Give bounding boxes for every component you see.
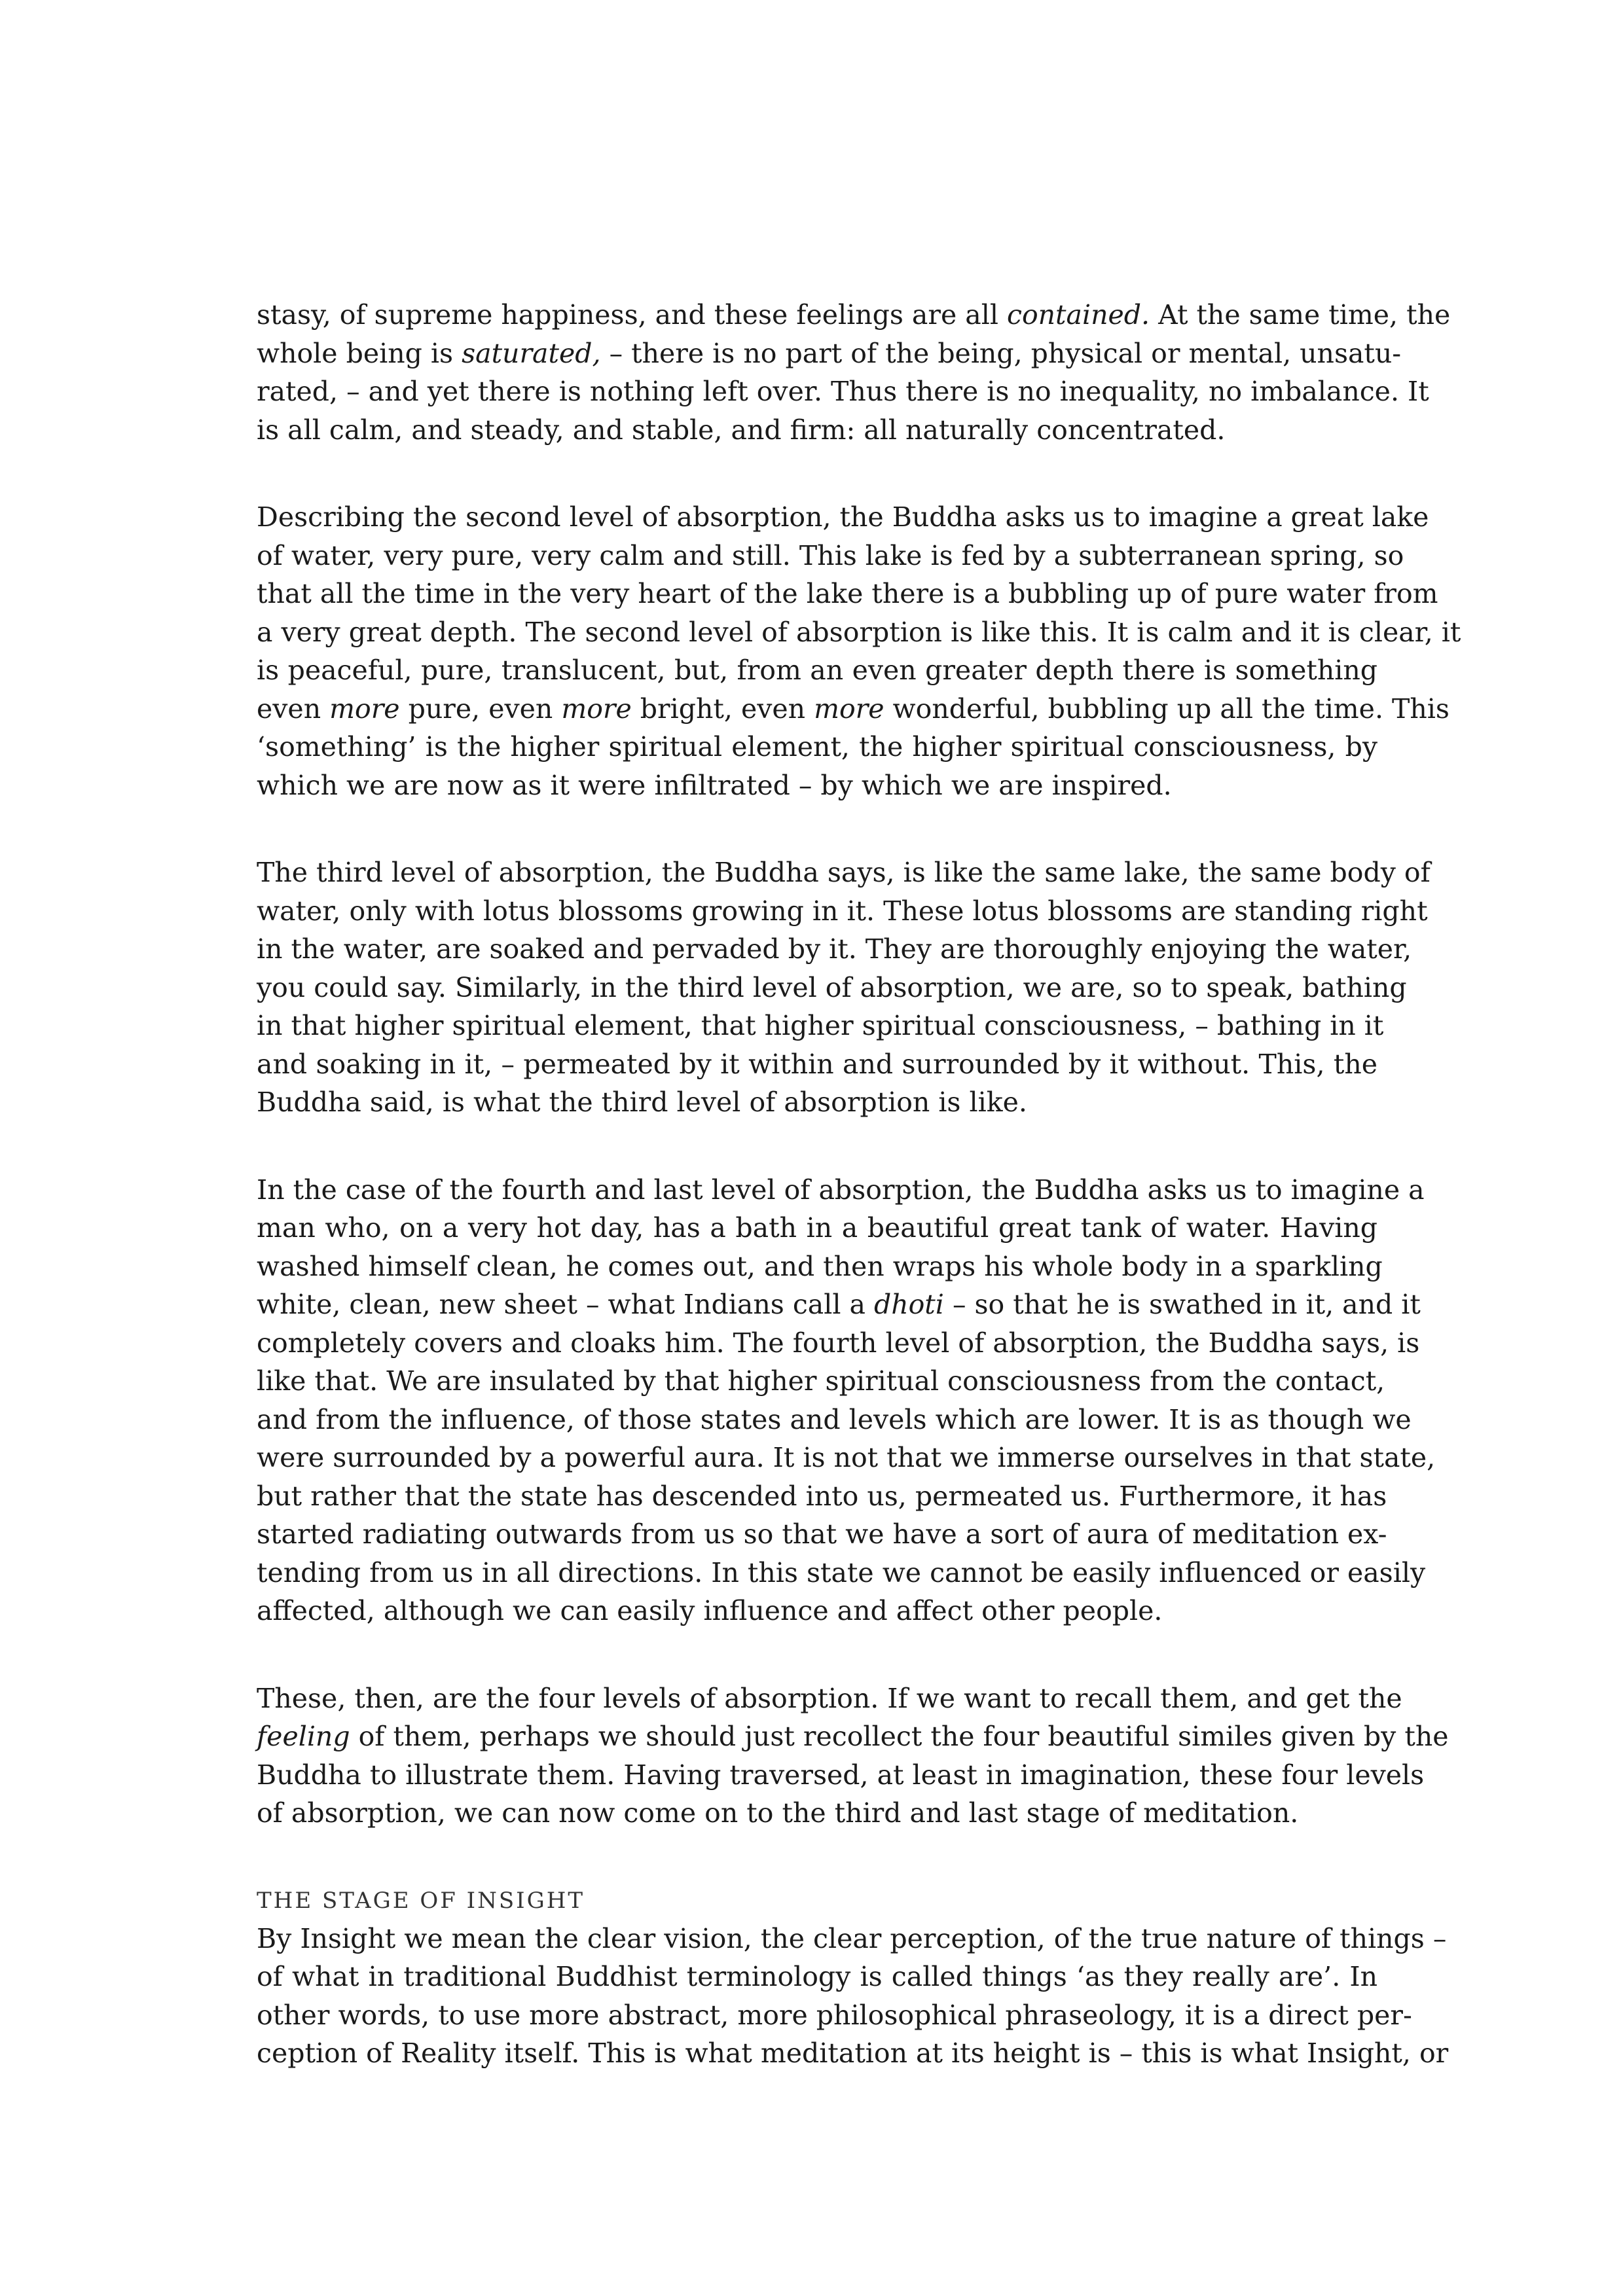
text-line: like that. We are insulated by that higher spiritual consciousness from the contact, — [257, 1365, 1385, 1397]
text-line: and from the influence, of those states and levels which are lower. It is as though we — [257, 1403, 1412, 1435]
text-line: Buddha said, is what the third level of absorption is like. — [257, 1086, 1027, 1118]
paragraph — [257, 853, 1431, 1122]
emphasis: more — [561, 692, 632, 725]
emphasis: saturated, — [462, 337, 601, 369]
final-paragraph-container — [257, 1920, 1449, 2073]
text-line: whole being is saturated, – there is no part of the being, physical or mental, unsatu- — [257, 337, 1402, 369]
text-line: of water, very pure, very calm and still. This lake is fed by a subterranean spring, so — [257, 539, 1404, 571]
emphasis: dhoti — [873, 1289, 944, 1320]
paragraph-list — [257, 296, 1461, 1833]
page-body — [257, 296, 1461, 2122]
text-line: in the water, are soaked and pervaded by it. They are thoroughly enjoying the water, — [257, 933, 1412, 965]
text-line: The third level of absorption, the Buddha says, is like the same lake, the same body of — [257, 857, 1431, 888]
paragraph — [257, 498, 1461, 804]
text-line: By Insight we mean the clear vision, the clear perception, of the true nature of things – — [257, 1922, 1447, 1954]
text-line: stasy, of supreme happiness, and these feelings are all contained. At the same time, the — [257, 299, 1451, 331]
text-line: tending from us in all directions. In this state we cannot be easily influenced or easily — [257, 1556, 1426, 1588]
text-line: even more pure, even more bright, even more wonderful, bubbling up all the time. This — [257, 692, 1450, 725]
text-line: a very great depth. The second level of absorption is like this. It is calm and it is clear, it — [257, 616, 1461, 648]
text-line: washed himself clean, he comes out, and then wraps his whole body in a sparkling — [257, 1250, 1383, 1282]
text-line: man who, on a very hot day, has a bath in a beautiful great tank of water. Having — [257, 1212, 1377, 1244]
text-line: water, only with lotus blossoms growing in it. These lotus blossoms are standing right — [257, 895, 1428, 927]
text-line: Describing the second level of absorption, the Buddha asks us to imagine a great lake — [257, 501, 1429, 533]
text-line: of what in traditional Buddhist terminology is called things ‘as they really are’. In — [257, 1961, 1377, 1992]
text-line: other words, to use more abstract, more philosophical phraseology, it is a direct per- — [257, 1999, 1412, 2031]
text-line: ception of Reality itself. This is what meditation at its height is – this is what Insight, or — [257, 2037, 1449, 2069]
text-line: Buddha to illustrate them. Having traversed, at least in imagination, these four levels — [257, 1759, 1425, 1791]
text-line: These, then, are the four levels of absorption. If we want to recall them, and get the — [257, 1682, 1402, 1714]
text-line: in that higher spiritual element, that higher spiritual consciousness, – bathing in it — [257, 1010, 1384, 1041]
text-line: started radiating outwards from us so that we have a sort of aura of meditation ex- — [257, 1518, 1387, 1550]
emphasis: contained. — [1006, 299, 1150, 331]
text-line: rated, – and yet there is nothing left over. Thus there is no inequality, no imbalance. It — [257, 376, 1429, 407]
paragraph — [257, 1920, 1449, 2073]
text-line: is peaceful, pure, translucent, but, from an even greater depth there is something — [257, 655, 1377, 686]
emphasis: more — [329, 692, 400, 725]
paragraph — [257, 1171, 1436, 1630]
text-line: ‘something’ is the higher spiritual element, the higher spiritual consciousness, by — [257, 731, 1377, 762]
text-line: is all calm, and steady, and stable, and firm: all naturally concentrated. — [257, 414, 1226, 446]
emphasis: feeling — [257, 1721, 350, 1752]
text-line: were surrounded by a powerful aura. It is not that we immerse ourselves in that state, — [257, 1442, 1436, 1473]
paragraph — [257, 1679, 1449, 1833]
text-line: you could say. Similarly, in the third level of absorption, we are, so to speak, bathing — [257, 971, 1407, 1003]
text-line: white, clean, new sheet – what Indians call a dhoti – so that he is swathed in it, and it — [257, 1289, 1421, 1320]
text-line: feeling of them, perhaps we should just recollect the four beautiful similes given by the — [257, 1721, 1449, 1752]
text-line: which we are now as it were infiltrated – by which we are inspired. — [257, 769, 1172, 801]
text-line: that all the time in the very heart of the lake there is a bubbling up of pure water from — [257, 578, 1438, 609]
text-line: but rather that the state has descended into us, permeated us. Furthermore, it has — [257, 1480, 1387, 1512]
paragraph — [257, 296, 1451, 449]
text-line: and soaking in it, – permeated by it within and surrounded by it without. This, the — [257, 1048, 1377, 1080]
text-line: of absorption, we can now come on to the third and last stage of meditation. — [257, 1797, 1299, 1829]
section-heading: THE STAGE OF INSIGHT — [257, 1887, 585, 1914]
text-line: completely covers and cloaks him. The fourth level of absorption, the Buddha says, is — [257, 1327, 1420, 1359]
emphasis: more — [814, 692, 884, 725]
text-line: affected, although we can easily influence and affect other people. — [257, 1595, 1163, 1626]
text-line: In the case of the fourth and last level of absorption, the Buddha asks us to imagine a — [257, 1174, 1425, 1206]
